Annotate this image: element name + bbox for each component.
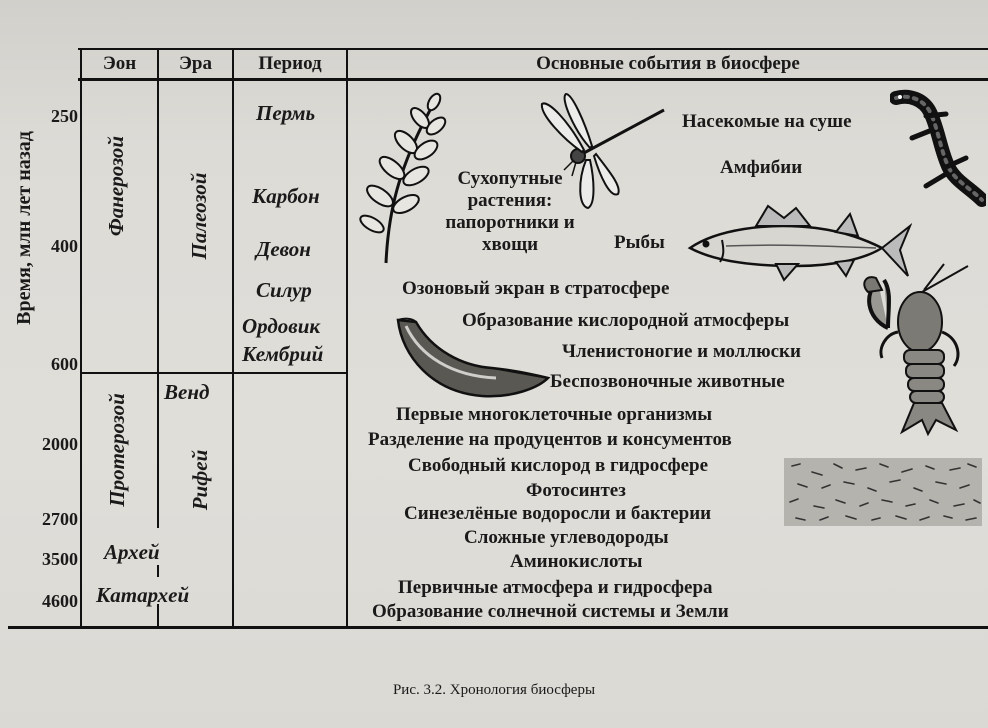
eon-proterozoic: Протерозой [105,393,129,507]
event-multicellular: Первые многоклеточные организмы [396,404,713,425]
event-producers: Разделение на продуцентов и консументов [368,429,732,450]
era-vend: Венд [164,380,210,404]
tick-2700: 2700 [42,509,78,529]
period-events-divider [346,48,348,628]
top-rule [78,48,988,50]
period-silur: Силур [256,278,312,302]
period-ordovik: Ордовик [242,314,321,338]
event-land-plants-line3: папоротники и [445,212,575,233]
shell-icon [392,316,552,400]
period-kembriy: Кембрий [242,342,324,366]
period-devon: Девон [256,237,311,261]
bottom-rule [8,626,988,629]
phanerozoic-boundary [80,372,348,374]
algae-texture-icon [784,458,982,526]
event-free-oxygen: Свободный кислород в гидросфере [408,455,709,476]
header-eon: Эон [102,53,137,74]
event-amino-acids: Аминокислоты [510,551,643,572]
eon-archean: Архей [104,540,160,564]
header-events: Основные события в биосфере [536,53,800,74]
tick-250: 250 [51,106,78,126]
crayfish-icon [858,262,976,438]
eon-era-divider-mid [157,565,159,577]
header-period: Период [258,53,322,74]
figure-caption: Рис. 3.2. Хронология биосферы [392,682,596,698]
event-arthropods: Членистоногие и моллюски [562,341,801,362]
event-hydrocarbons: Сложные углеводороды [464,527,669,548]
tick-600: 600 [51,354,78,374]
event-oxygen-atmosphere: Образование кислородной атмосферы [462,310,790,331]
event-land-plants-line2: растения: [467,190,553,211]
event-invertebrates: Беспозвоночные животные [550,371,785,392]
header-era: Эра [179,53,212,74]
event-land-plants-line1: Сухопутные [457,168,563,189]
tick-2000: 2000 [42,434,78,454]
event-fish: Рыбы [614,232,665,253]
event-land-plants-line4: хвощи [481,234,539,255]
tick-3500: 3500 [42,549,78,569]
event-solar-system: Образование солнечной системы и Земли [372,601,729,622]
fern-icon [356,88,448,268]
eon-katarchean: Катархей [96,583,190,607]
event-ozone: Озоновый экран в стратосфере [402,278,670,299]
tick-4600: 4600 [42,591,78,611]
dragonfly-icon [538,90,668,214]
era-riphean: Рифей [188,449,212,511]
era-period-divider [232,48,234,628]
tick-400: 400 [51,236,78,256]
event-photosynthesis: Фотосинтез [526,480,626,501]
eon-era-divider-top [157,48,159,528]
lizard-icon [890,88,986,212]
period-carbon: Карбон [252,184,320,208]
event-amphibians: Амфибии [720,157,803,178]
header-rule [78,78,988,81]
eon-phanerozoic: Фанерозой [104,135,128,237]
event-insects: Насекомые на суше [682,111,852,132]
era-paleozoic: Палеозой [187,172,211,260]
event-cyanobacteria: Синезелёные водоросли и бактерии [404,503,712,524]
axis-line [80,48,82,628]
time-axis-label: Время, млн лет назад [13,131,35,325]
period-perm: Пермь [256,101,316,125]
event-primary-atmosphere: Первичные атмосфера и гидросфера [398,577,713,598]
